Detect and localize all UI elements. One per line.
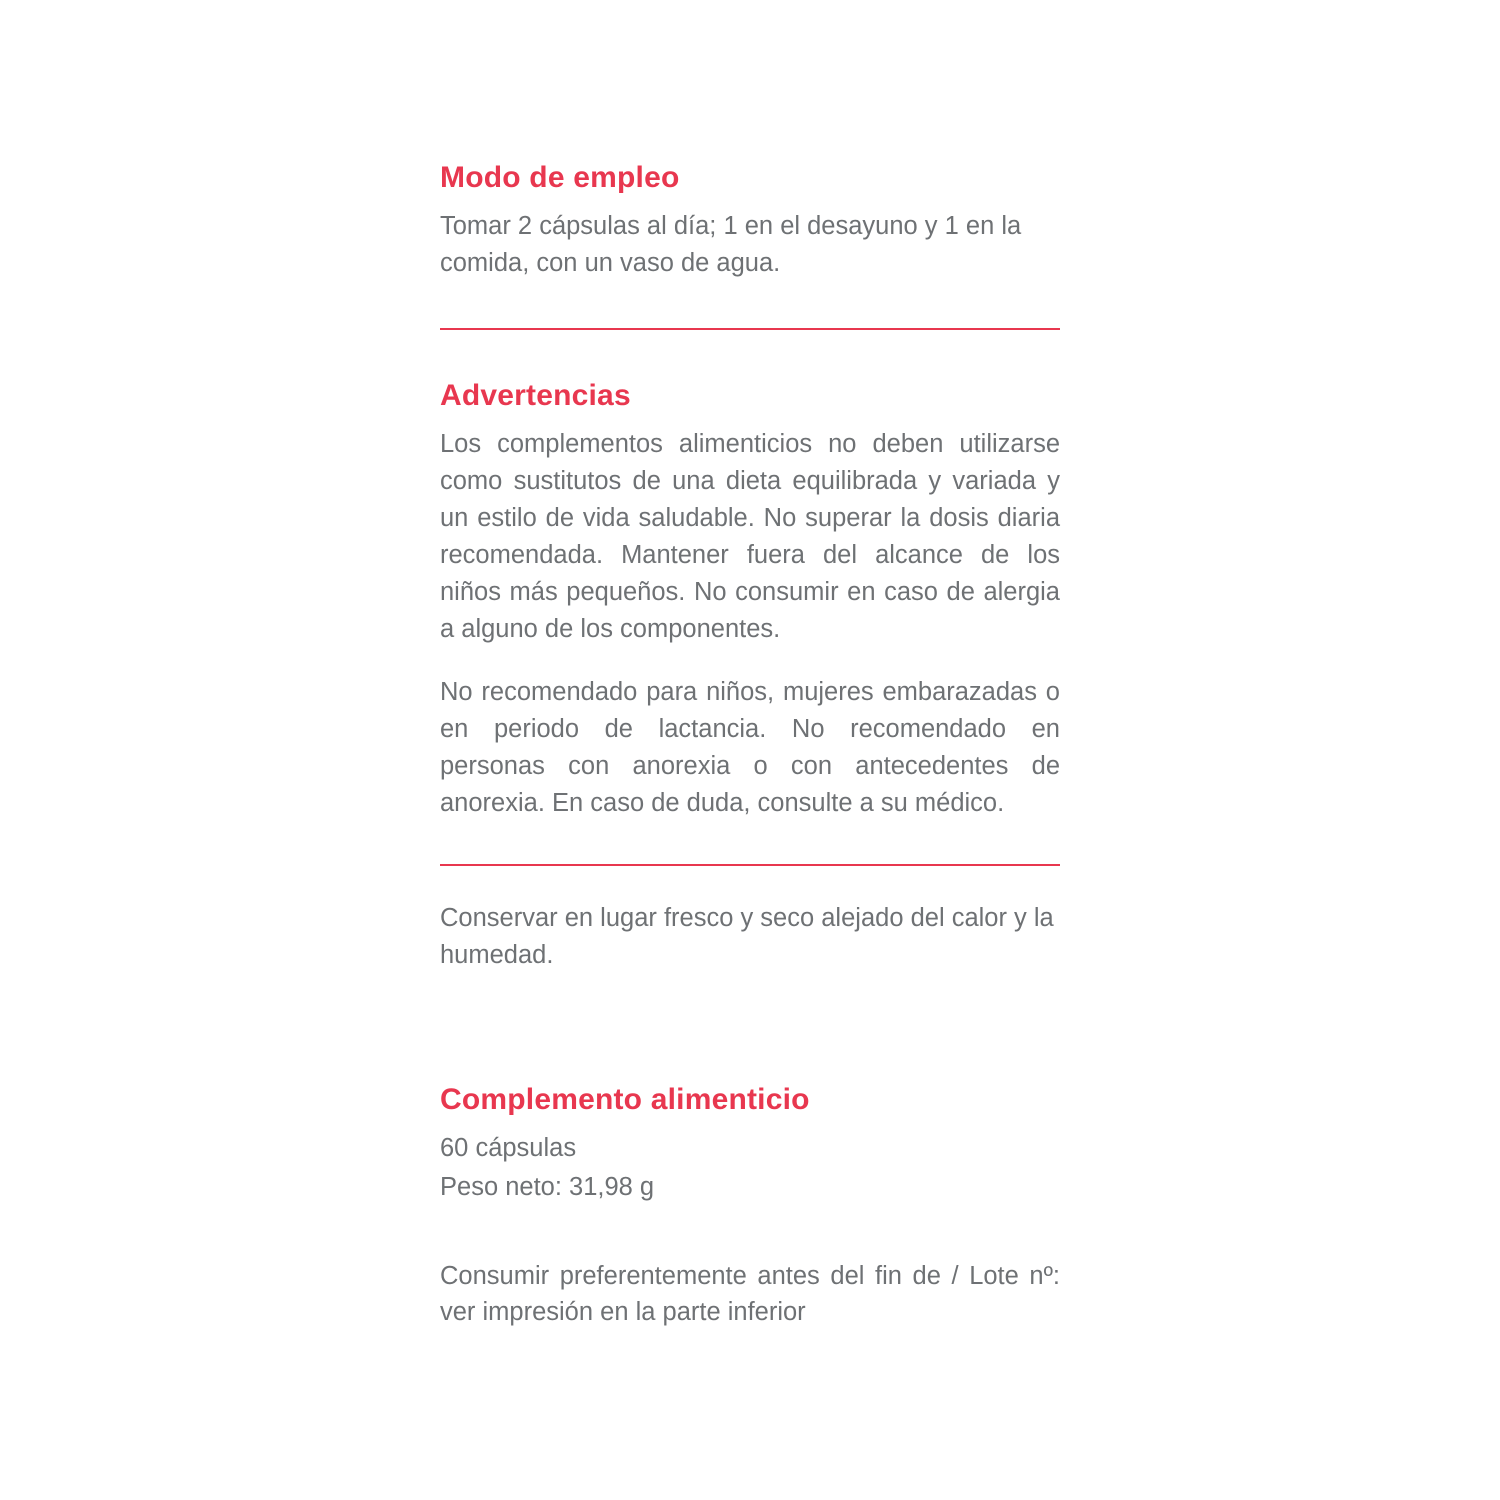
label-content [440,160,1060,1331]
product-title: Complemento alimenticio [440,1082,810,1116]
divider-1 [440,328,1060,330]
usage-text: Tomar 2 cápsulas al día; 1 en el desayuno y 1 en la comida, con un vaso de agua. [440,212,1022,277]
storage-section [440,900,1060,974]
warnings-section [440,378,1060,822]
product-count: 60 cápsulas [440,1133,577,1162]
batch-section [440,1258,1060,1332]
warnings-paragraph-2: No recomendado para niños, mujeres embarazadas o en periodo de lactancia. No recomendado en personas con anorexia o con antecedentes de anorexia. En caso de duda, consulte a su médico. [440,677,1060,817]
storage-text: Conservar en lugar fresco y seco alejado del calor y la humedad. [440,903,1054,969]
batch-text: Consumir preferentemente antes del fin de / Lote nº: ver impresión en la parte inferior [440,1261,1060,1327]
warnings-paragraph-1: Los complementos alimenticios no deben utilizarse como sustitutos de una dieta equilibrada y variada y un estilo de vida saludable. No superar la dosis diaria recomendada. Mantener fuera del alcance de los niños más pequeños. No consumir en caso de alergia a alguno de los componentes. [440,429,1060,643]
product-section [440,1082,1060,1206]
divider-2 [440,864,1060,866]
product-net-weight: Peso neto: 31,98 g [440,1172,655,1201]
usage-section [440,160,1060,282]
usage-title: Modo de empleo [440,161,680,194]
warnings-title: Advertencias [440,378,631,412]
